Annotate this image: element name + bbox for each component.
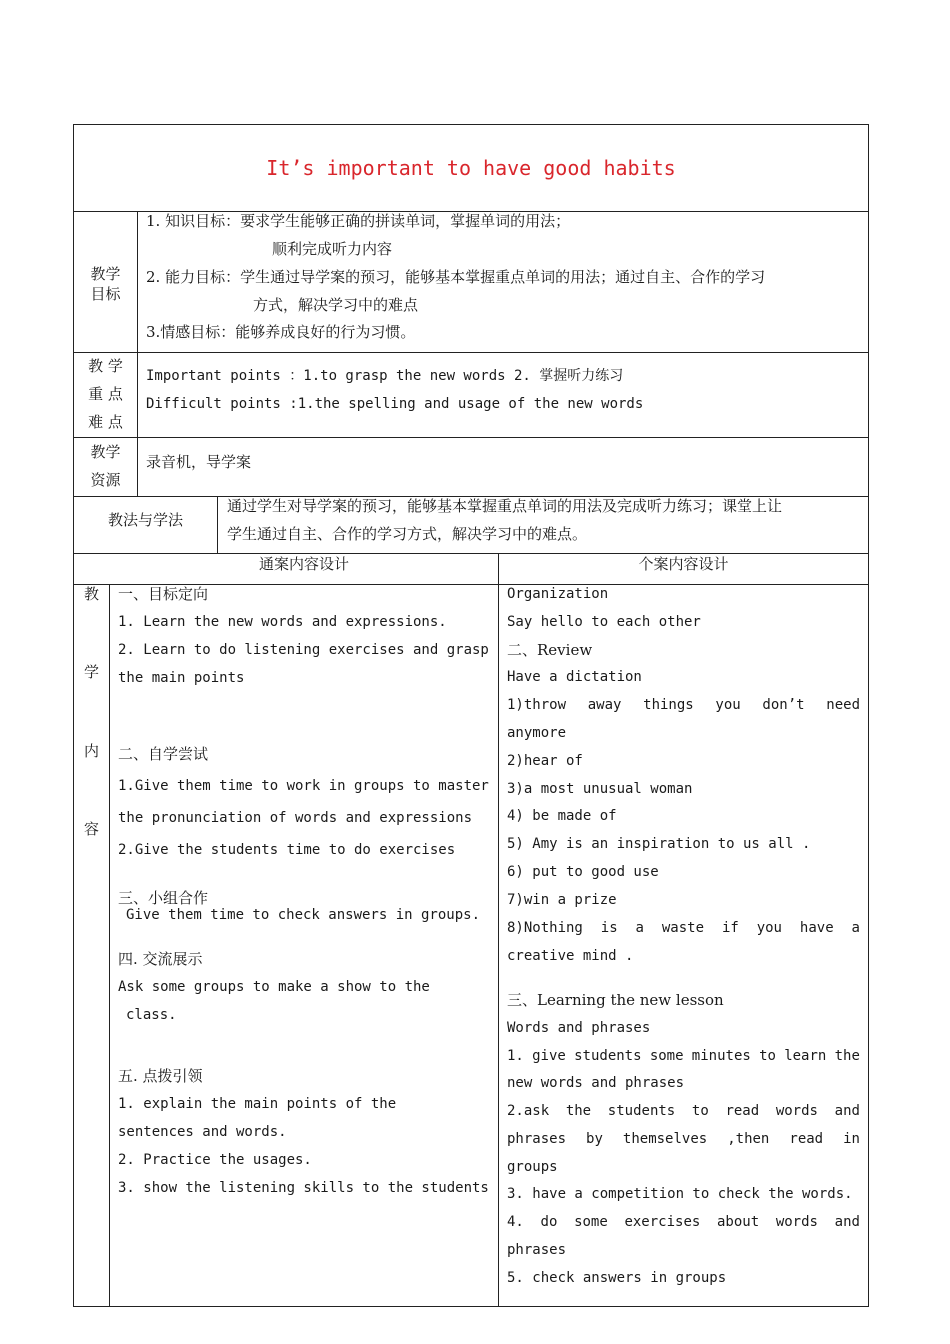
list-item: class. xyxy=(126,1007,177,1023)
method-line: 学生通过自主、合作的学习方式，解决学习中的难点。 xyxy=(227,525,588,543)
column-divider xyxy=(498,553,499,1307)
objective-line: 3.情感目标：能够养成良好的行为习惯。 xyxy=(146,323,416,341)
list-item: 1.Give them time to work in groups to master xyxy=(118,778,489,794)
list-item: 7)win a prize xyxy=(507,892,617,908)
list-item: 3)a most unusual woman xyxy=(507,781,693,797)
list-item: anymore xyxy=(507,725,567,741)
list-item: 2. Practice the usages. xyxy=(118,1152,312,1168)
list-item: Ask some groups to make a show to the xyxy=(118,979,430,995)
content-label-char: 内 xyxy=(84,742,100,760)
method-divider xyxy=(217,496,218,554)
list-item: Have a dictation xyxy=(507,669,642,685)
objective-line: 2. 能力目标：学生通过导学案的预习，能够基本掌握重点单词的用法；通过自主、合作的学习 xyxy=(146,268,766,286)
list-item: 3. have a competition to check the words. xyxy=(507,1186,853,1202)
content-label-char: 教 xyxy=(84,585,100,603)
section-title: 五. 点拨引领 xyxy=(118,1067,203,1085)
list-item: Words and phrases xyxy=(507,1020,651,1036)
list-item: 2)hear of xyxy=(507,753,583,769)
method-line: 通过学生对导学案的预习，能够基本掌握重点单词的用法及完成听力练习；课堂上让 xyxy=(227,497,783,515)
section-title: 四. 交流展示 xyxy=(118,950,203,968)
content-label-divider xyxy=(109,584,110,1307)
list-item: phrases xyxy=(507,1242,567,1258)
resources-text: 录音机，导学案 xyxy=(146,453,252,471)
list-item: the pronunciation of words and expressions xyxy=(118,810,473,826)
list-item: sentences and words. xyxy=(118,1124,287,1140)
justified-line: 4. do some exercises about words and xyxy=(507,1214,860,1230)
objective-line: 1. 知识目标：要求学生能够正确的拼读单词，掌握单词的用法； xyxy=(146,212,571,230)
table-border-right xyxy=(868,124,869,1307)
difficult-points: Difficult points :1.the spelling and usage of the new words xyxy=(146,396,644,412)
justified-line: 2.ask the students to read words and xyxy=(507,1103,860,1119)
objective-line: 方式，解决学习中的难点 xyxy=(253,296,419,314)
page-title: It’s important to have good habits xyxy=(266,156,676,180)
justified-line: phrases by themselves ,then read in xyxy=(507,1131,860,1147)
list-item: 1. Learn the new words and expressions. xyxy=(118,614,447,630)
objectives-label: 教学 目标 xyxy=(90,265,121,303)
right-column-header: 个案内容设计 xyxy=(638,555,729,573)
list-item: Say hello to each other xyxy=(507,614,701,630)
justified-line: 8)Nothing is a waste if you have a xyxy=(507,920,860,936)
list-item: groups xyxy=(507,1159,558,1175)
list-item: 4) be made of xyxy=(507,808,617,824)
list-item: 2.Give the students time to do exercises xyxy=(118,842,456,858)
list-item: new words and phrases xyxy=(507,1075,685,1091)
row-divider xyxy=(73,437,869,438)
justified-line: 1)throw away things you don’t need xyxy=(507,697,860,713)
section-title: 一、目标定向 xyxy=(118,585,209,603)
table-border-top xyxy=(73,124,869,125)
table-border-bottom xyxy=(73,1306,869,1307)
list-item: creative mind . xyxy=(507,948,634,964)
section-title: 三、小组合作 xyxy=(118,889,209,907)
justified-line: 1. give students some minutes to learn the xyxy=(507,1048,860,1064)
section-title: 三、Learning the new lesson xyxy=(507,991,724,1009)
list-item: 3. show the listening skills to the students xyxy=(118,1180,489,1196)
objective-line: 顺利完成听力内容 xyxy=(272,240,393,258)
list-item: 5) Amy is an inspiration to us all . xyxy=(507,836,811,852)
left-column-header: 通案内容设计 xyxy=(258,555,349,573)
list-item: 1. explain the main points of the xyxy=(118,1096,397,1112)
list-item: Give them time to check answers in groups. xyxy=(126,907,481,923)
list-item: 6) put to good use xyxy=(507,864,659,880)
important-points: Important points ：1.to grasp the new words 2. 掌握听力练习 xyxy=(146,368,624,384)
section-title: 二、Review xyxy=(507,641,593,659)
resources-label: 教学 资源 xyxy=(90,443,121,489)
section-title: 二、自学尝试 xyxy=(118,745,209,763)
list-item: 2. Learn to do listening exercises and grasp xyxy=(118,642,489,658)
list-item: the main points xyxy=(118,670,245,686)
list-item: 5. check answers in groups xyxy=(507,1270,727,1286)
method-label: 教法与学法 xyxy=(107,511,183,529)
key-points-label: 教 学 重 点 难 点 xyxy=(88,357,123,431)
row-divider xyxy=(73,352,869,353)
content-label-char: 学 xyxy=(84,663,100,681)
content-label-char: 容 xyxy=(84,820,100,838)
label-divider xyxy=(137,211,138,497)
list-item: Organization xyxy=(507,586,609,602)
